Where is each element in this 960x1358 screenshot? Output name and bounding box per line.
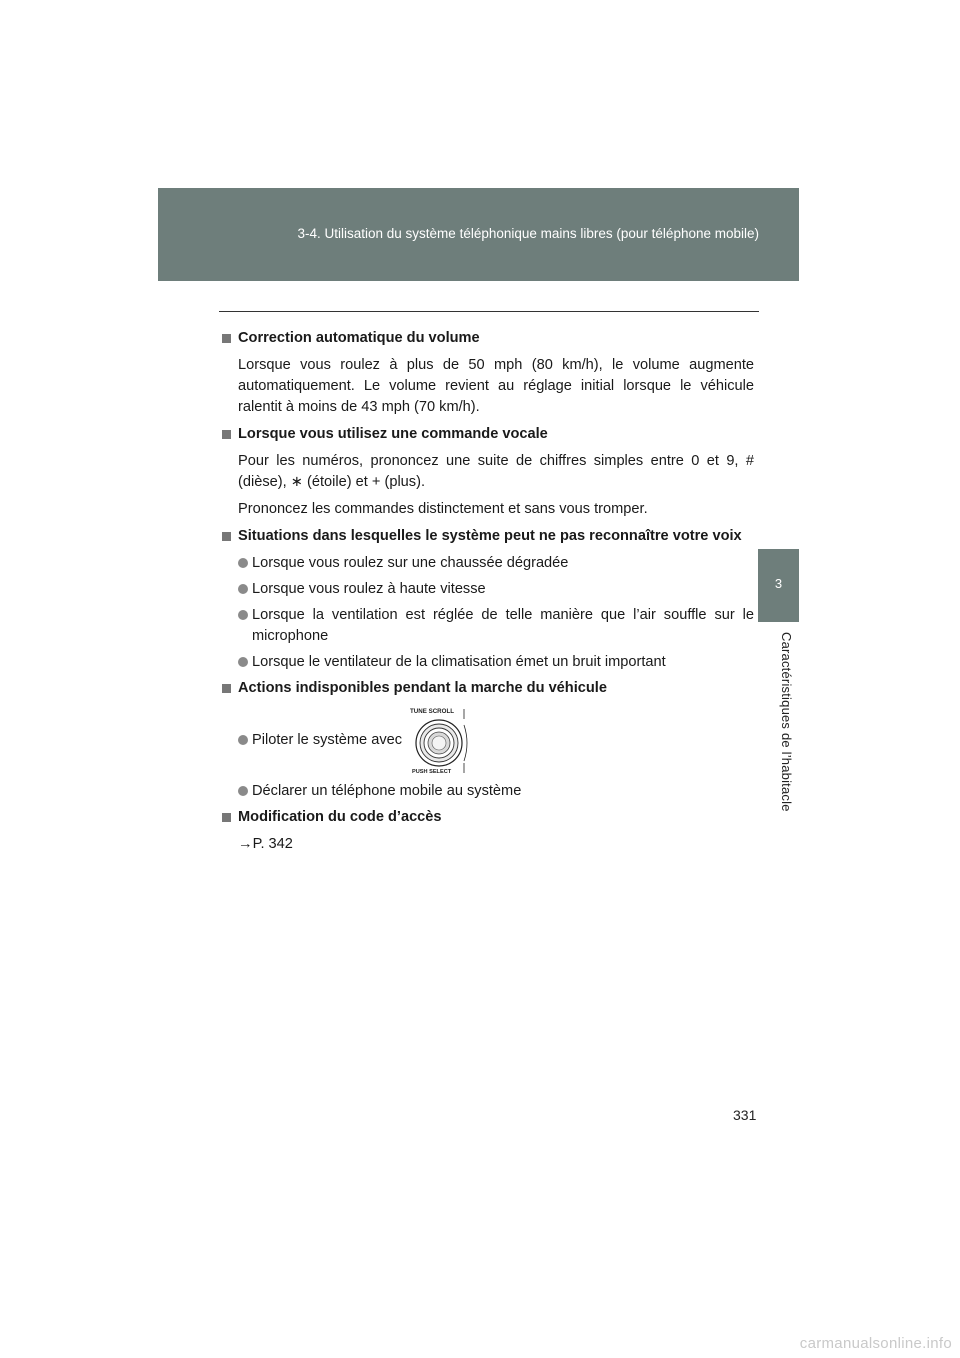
chapter-header-band — [158, 188, 799, 281]
round-bullet-icon — [238, 584, 248, 594]
chapter-side-tab — [758, 549, 799, 622]
round-bullet-icon — [238, 558, 248, 568]
watermark-text: carmanualsonline.info — [799, 1335, 952, 1352]
round-bullet-icon — [238, 786, 248, 796]
page-reference-link[interactable]: →P. 342 — [238, 836, 293, 852]
square-bullet-icon — [222, 813, 231, 822]
list-item: Lorsque vous roulez à haute vitesse — [238, 579, 754, 600]
list-item: Lorsque le ventilateur de la climatisation émet un bruit important — [238, 652, 754, 673]
square-bullet-icon — [222, 532, 231, 541]
list-item: Lorsque vous roulez sur une chaussée dégradée — [238, 553, 754, 574]
round-bullet-icon — [238, 657, 248, 667]
section-heading: Actions indisponibles pendant la marche du véhicule — [222, 678, 754, 699]
tune-scroll-knob-icon — [408, 705, 474, 775]
chapter-side-label: Caractéristiques de l’habitacle — [779, 632, 794, 812]
knob-bottom-label: PUSH SELECT — [412, 769, 452, 775]
section-heading: Lorsque vous utilisez une commande vocale — [222, 424, 754, 445]
page-number: 331 — [733, 1107, 757, 1123]
list-item: Déclarer un téléphone mobile au système — [238, 781, 754, 802]
list-item: Lorsque la ventilation est réglée de telle manière que l’air souffle sur le microphone — [238, 605, 754, 647]
paragraph: Lorsque vous roulez à plus de 50 mph (80 km/h), le volume augmente automatiquement. Le volume revient au réglage initial lorsque le véhicule ralentit à moins de 43 mph (70 km/h). — [238, 357, 754, 415]
round-bullet-icon — [238, 610, 248, 620]
section-heading: Correction automatique du volume — [222, 328, 754, 349]
square-bullet-icon — [222, 334, 231, 343]
square-bullet-icon — [222, 684, 231, 693]
round-bullet-icon — [238, 735, 248, 745]
square-bullet-icon — [222, 430, 231, 439]
knob-top-label: TUNE SCROLL — [410, 708, 455, 715]
section-heading: Modification du code d’accès — [222, 807, 754, 828]
paragraph: Pour les numéros, prononcez une suite de chiffres simples entre 0 et 9, # (dièse), ∗ (étoile) et + (plus). — [238, 453, 754, 490]
chapter-number: 3 — [774, 576, 783, 591]
section-heading: Situations dans lesquelles le système peut ne pas reconnaître votre voix — [222, 526, 754, 547]
list-item: Piloter le système avec TUNE SCROLL PUSH SELECT — [238, 705, 754, 775]
paragraph: Prononcez les commandes distinctement et sans vous tromper. — [238, 501, 648, 517]
page-content — [222, 328, 754, 855]
section-divider — [219, 311, 759, 312]
chapter-title: 3-4. Utilisation du système téléphonique mains libres (pour téléphone mobile) — [297, 226, 759, 241]
